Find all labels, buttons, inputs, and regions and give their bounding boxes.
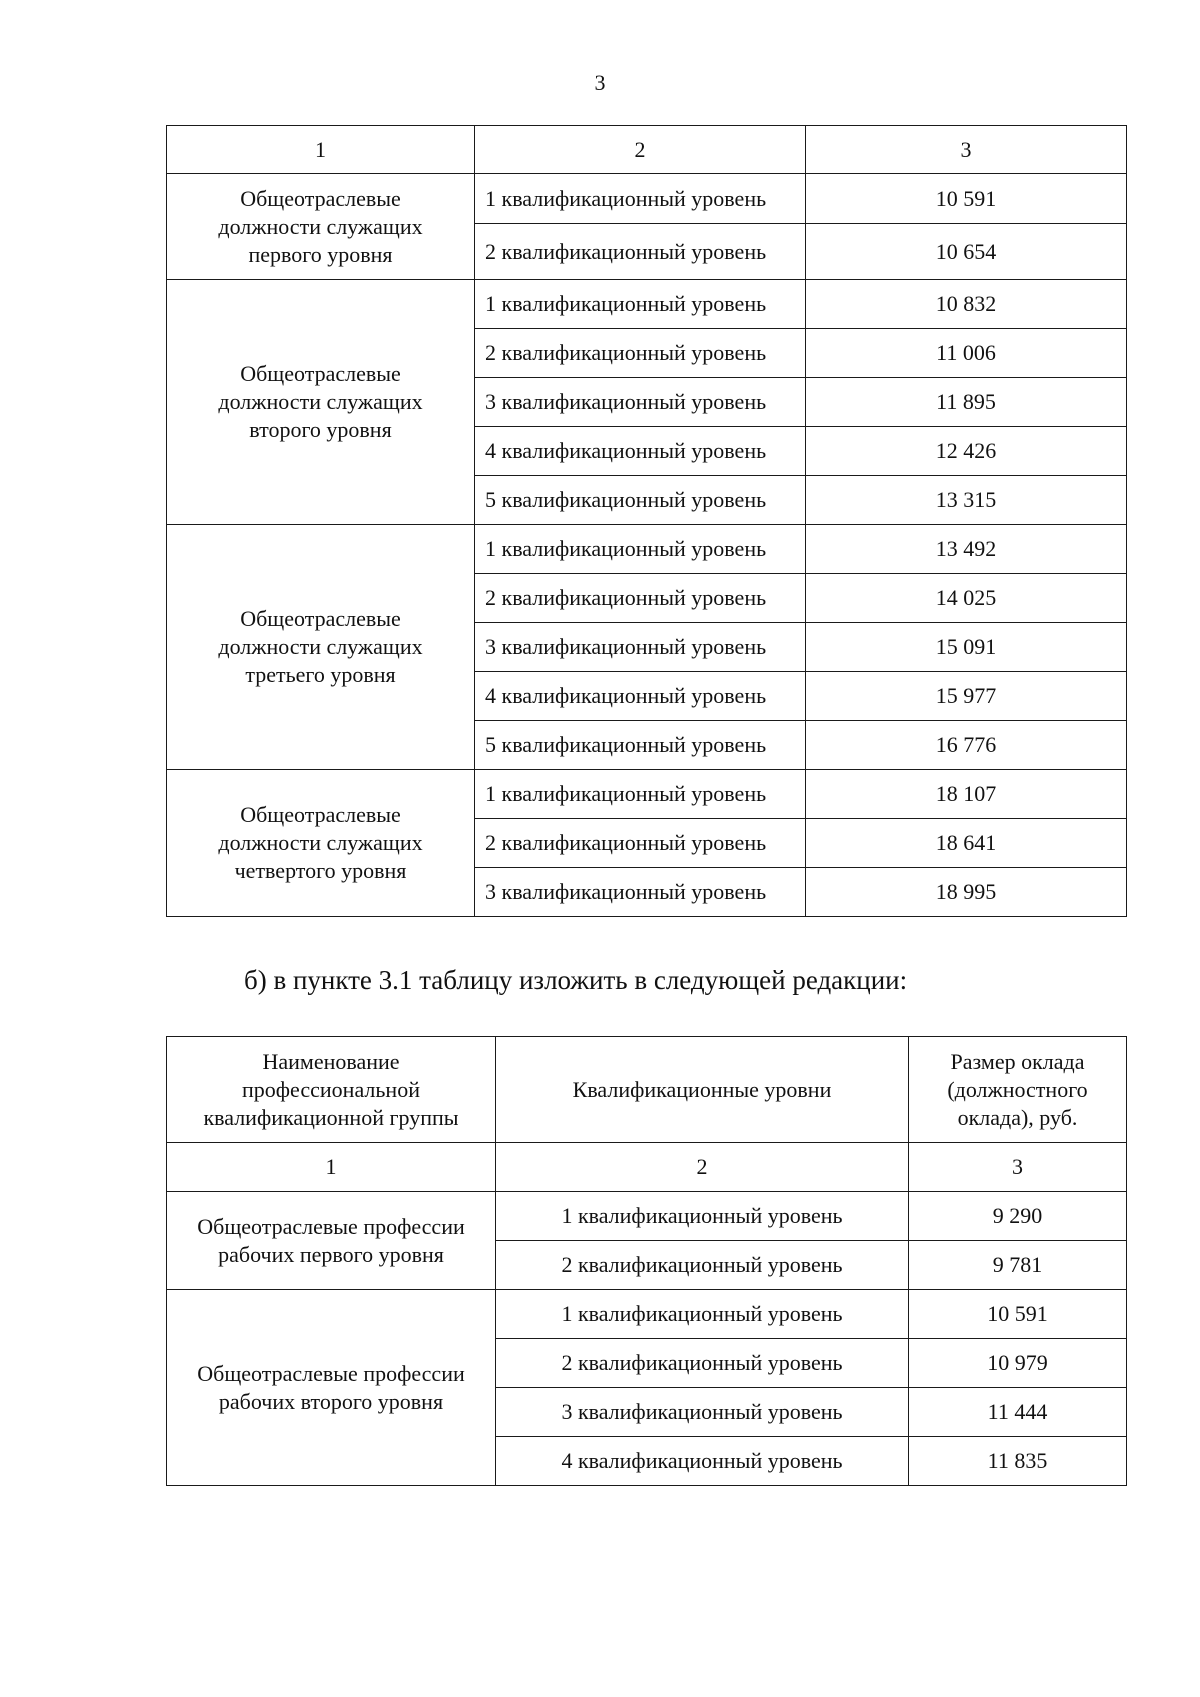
table-row <box>167 1290 1127 1339</box>
qualification-group-name: Общеотраслевые должности служащих третьего уровня <box>167 525 475 770</box>
salary-value: 10 591 <box>909 1290 1127 1339</box>
qualification-level: 4 квалификационный уровень <box>475 672 806 721</box>
header-row <box>167 1037 1127 1143</box>
qualification-level: 1 квалификационный уровень <box>496 1290 909 1339</box>
qualification-level: 4 квалификационный уровень <box>496 1437 909 1486</box>
table-body <box>167 126 1127 917</box>
salary-value: 16 776 <box>806 721 1127 770</box>
salary-table-workers <box>166 1036 1127 1486</box>
column-number: 1 <box>167 1143 496 1192</box>
header-group-name: Наименование профессиональной квалификационной группы <box>167 1037 496 1143</box>
qualification-level: 3 квалификационный уровень <box>475 868 806 917</box>
salary-value: 10 591 <box>806 174 1127 224</box>
qualification-level: 5 квалификационный уровень <box>475 721 806 770</box>
column-number-row <box>167 1143 1127 1192</box>
salary-value: 11 835 <box>909 1437 1127 1486</box>
salary-value: 15 091 <box>806 623 1127 672</box>
salary-value: 13 492 <box>806 525 1127 574</box>
header-salary-size: Размер оклада (должностного оклада), руб. <box>909 1037 1127 1143</box>
salary-value: 9 290 <box>909 1192 1127 1241</box>
amendment-caption: б) в пункте 3.1 таблицу изложить в следующей редакции: <box>244 965 908 995</box>
qualification-group-name: Общеотраслевые должности служащих второго уровня <box>167 280 475 525</box>
qualification-level: 4 квалификационный уровень <box>475 427 806 476</box>
page-number: 3 <box>594 70 606 95</box>
qualification-level: 3 квалификационный уровень <box>475 623 806 672</box>
salary-value: 18 107 <box>806 770 1127 819</box>
qualification-level: 2 квалификационный уровень <box>475 819 806 868</box>
column-number: 1 <box>167 126 475 174</box>
qualification-group-name: Общеотраслевые должности служащих первого уровня <box>167 174 475 280</box>
qualification-level: 2 квалификационный уровень <box>475 224 806 280</box>
salary-value: 11 895 <box>806 378 1127 427</box>
salary-value: 11 444 <box>909 1388 1127 1437</box>
column-number: 3 <box>806 126 1127 174</box>
salary-value: 14 025 <box>806 574 1127 623</box>
column-number: 2 <box>496 1143 909 1192</box>
qualification-level: 2 квалификационный уровень <box>496 1241 909 1290</box>
salary-value: 9 781 <box>909 1241 1127 1290</box>
qualification-level: 3 квалификационный уровень <box>496 1388 909 1437</box>
salary-value: 10 979 <box>909 1339 1127 1388</box>
column-number: 3 <box>909 1143 1127 1192</box>
table-row <box>167 770 1127 819</box>
qualification-group-name: Общеотраслевые профессии рабочих второго уровня <box>167 1290 496 1486</box>
qualification-level: 1 квалификационный уровень <box>475 525 806 574</box>
salary-value: 10 832 <box>806 280 1127 329</box>
table-body <box>167 1037 1127 1486</box>
qualification-level: 5 квалификационный уровень <box>475 476 806 525</box>
salary-value: 10 654 <box>806 224 1127 280</box>
salary-value: 18 641 <box>806 819 1127 868</box>
qualification-level: 1 квалификационный уровень <box>475 174 806 224</box>
qualification-level: 1 квалификационный уровень <box>475 770 806 819</box>
salary-value: 18 995 <box>806 868 1127 917</box>
salary-value: 15 977 <box>806 672 1127 721</box>
salary-value: 13 315 <box>806 476 1127 525</box>
table-row <box>167 280 1127 329</box>
qualification-level: 1 квалификационный уровень <box>475 280 806 329</box>
column-number-row <box>167 126 1127 174</box>
qualification-level: 2 квалификационный уровень <box>475 329 806 378</box>
qualification-group-name: Общеотраслевые профессии рабочих первого уровня <box>167 1192 496 1290</box>
salary-value: 11 006 <box>806 329 1127 378</box>
table-row <box>167 1192 1127 1241</box>
column-number: 2 <box>475 126 806 174</box>
table-row <box>167 525 1127 574</box>
table-row <box>167 174 1127 224</box>
qualification-level: 3 квалификационный уровень <box>475 378 806 427</box>
salary-value: 12 426 <box>806 427 1127 476</box>
header-qualification-levels: Квалификационные уровни <box>496 1037 909 1143</box>
salary-table-employees <box>166 125 1127 917</box>
qualification-level: 2 квалификационный уровень <box>496 1339 909 1388</box>
qualification-level: 2 квалификационный уровень <box>475 574 806 623</box>
qualification-level: 1 квалификационный уровень <box>496 1192 909 1241</box>
qualification-group-name: Общеотраслевые должности служащих четвертого уровня <box>167 770 475 917</box>
